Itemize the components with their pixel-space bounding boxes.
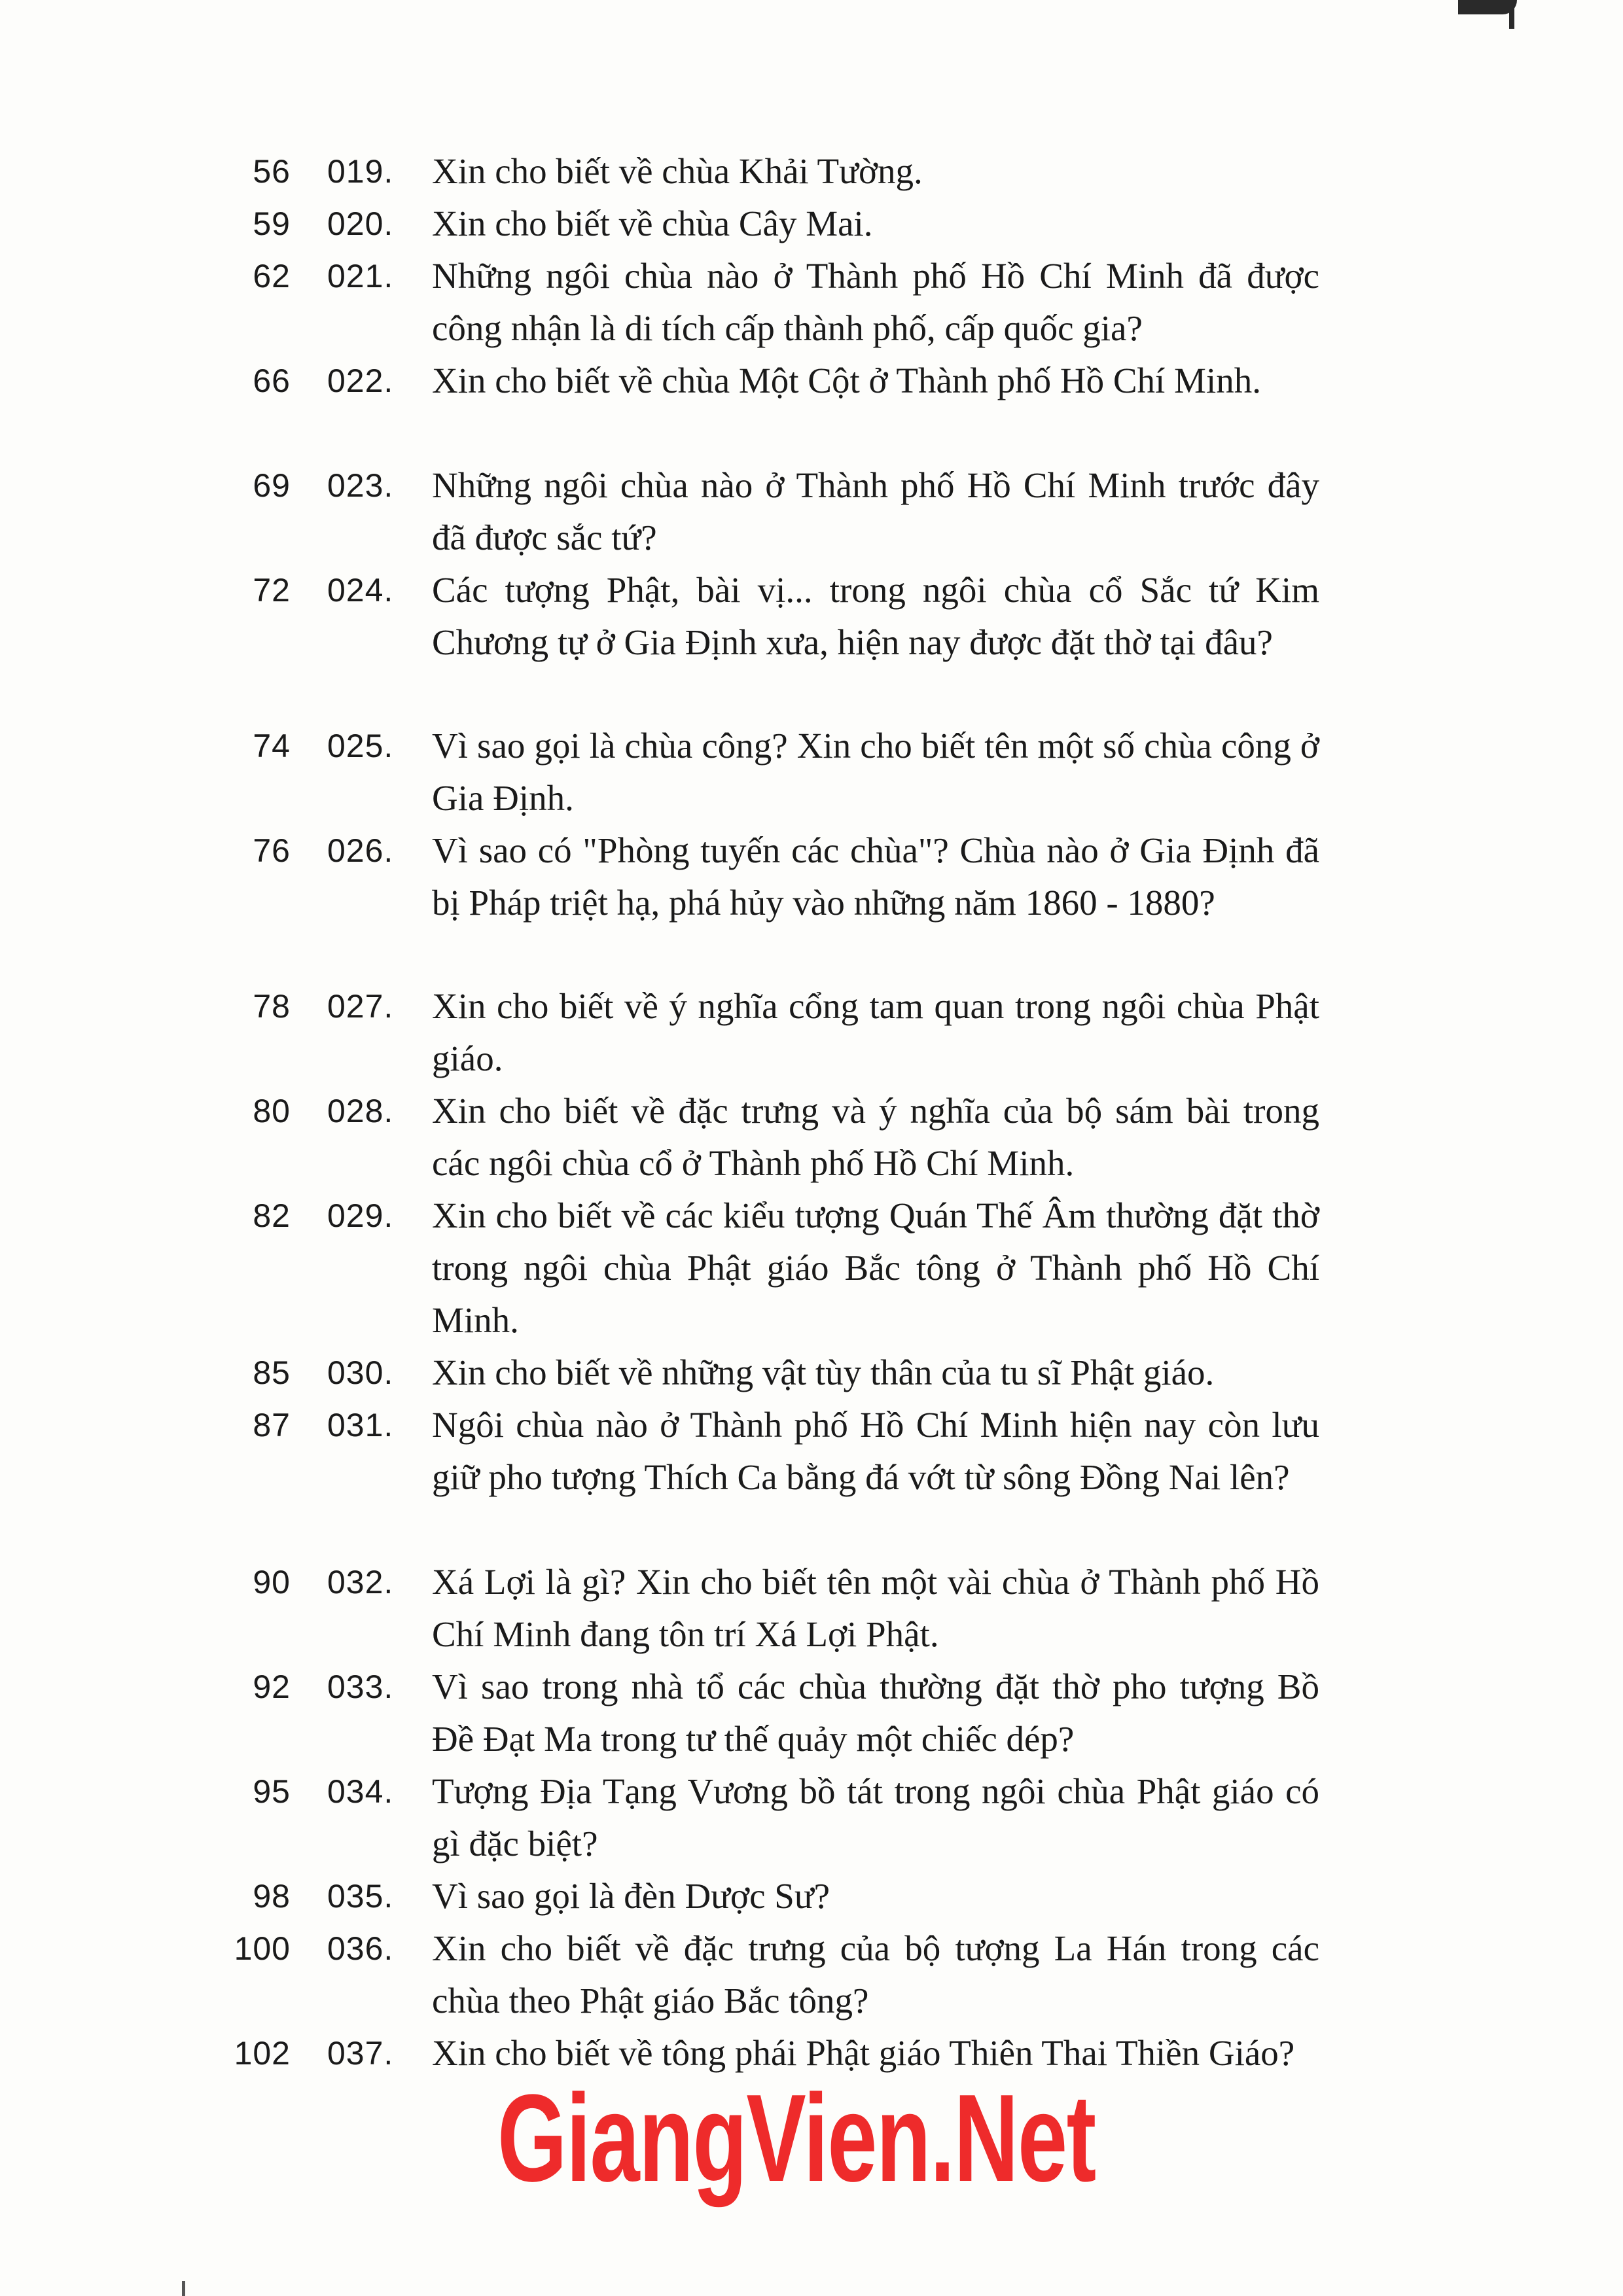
page-number: 95 [253,1773,291,1810]
page-number: 102 [234,2035,291,2072]
question-text: Những ngôi chùa nào ở Thành phố Hồ Chí Minh đã được công nhận là di tích cấp thành phố, cấp quốc gia? [432,256,1319,348]
page-number: 87 [253,1407,291,1443]
page-foot-mark [182,2281,185,2296]
question-number: 034. [327,1773,394,1810]
question-number: 036. [327,1930,394,1967]
question-text: Vì sao gọi là đèn Dược Sư? [432,1876,830,1916]
question-number: 035. [327,1878,394,1915]
question-text: Ngôi chùa nào ở Thành phố Hồ Chí Minh hiện nay còn lưu giữ pho tượng Thích Ca bằng đá vớt từ sông Đồng Nai lên? [432,1405,1319,1497]
page-number: 98 [253,1878,291,1915]
question-text: Xá Lợi là gì? Xin cho biết tên một vài chùa ở Thành phố Hồ Chí Minh đang tôn trí Xá Lợi Phật. [432,1562,1319,1654]
page-number: 62 [253,258,291,294]
page-number: 78 [253,988,291,1025]
page-number: 90 [253,1564,291,1600]
question-number: 032. [327,1564,394,1600]
question-number: 021. [327,258,394,294]
question-text: Các tượng Phật, bài vị... trong ngôi chùa cổ Sắc tứ Kim Chương tự ở Gia Định xưa, hiện nay được đặt thờ tại đâu? [432,570,1319,662]
question-number: 031. [327,1407,394,1443]
question-text: Xin cho biết về ý nghĩa cổng tam quan trong ngôi chùa Phật giáo. [432,986,1319,1078]
page-number: 66 [253,362,291,399]
page-number: 59 [253,205,291,242]
page-number: 56 [253,153,291,190]
question-text: Xin cho biết về đặc trưng và ý nghĩa của bộ sám bài trong các ngôi chùa cổ ở Thành phố Hồ Chí Minh. [432,1091,1319,1183]
question-text: Vì sao có "Phòng tuyến các chùa"? Chùa nào ở Gia Định đã bị Pháp triệt hạ, phá hủy vào những năm 1860 - 1880? [432,830,1319,923]
page-number: 72 [253,572,291,609]
page-number: 80 [253,1093,291,1129]
page-number: 100 [234,1930,291,1967]
question-text: Xin cho biết về chùa Một Cột ở Thành phố Hồ Chí Minh. [432,361,1261,400]
question-text: Tượng Địa Tạng Vương bồ tát trong ngôi chùa Phật giáo có gì đặc biệt? [432,1771,1319,1863]
page-number: 76 [253,832,291,869]
question-number: 028. [327,1093,394,1129]
question-text: Xin cho biết về những vật tùy thân của tu sĩ Phật giáo. [432,1352,1215,1392]
question-text: Xin cho biết về các kiểu tượng Quán Thế Âm thường đặt thờ trong ngôi chùa Phật giáo Bắc tông ở Thành phố Hồ Chí Minh. [432,1195,1319,1340]
question-number: 037. [327,2035,394,2072]
question-text: Những ngôi chùa nào ở Thành phố Hồ Chí Minh trước đây đã được sắc tứ? [432,465,1319,557]
question-number: 019. [327,153,394,190]
question-number: 025. [327,728,394,764]
question-text: Xin cho biết về đặc trưng của bộ tượng La Hán trong các chùa theo Phật giáo Bắc tông? [432,1928,1319,2021]
question-number: 029. [327,1197,394,1234]
question-text: Xin cho biết về chùa Khải Tường. [432,151,923,191]
question-number: 030. [327,1354,394,1391]
question-number: 022. [327,362,394,399]
question-number: 023. [327,467,394,504]
question-text: Xin cho biết về tông phái Phật giáo Thiên Thai Thiền Giáo? [432,2033,1295,2073]
question-number: 024. [327,572,394,609]
page-number: 92 [253,1669,291,1705]
question-text: Vì sao gọi là chùa công? Xin cho biết tên một số chùa công ở Gia Định. [432,726,1319,818]
question-number: 026. [327,832,394,869]
page-corner-mark [1458,0,1517,14]
question-text: Xin cho biết về chùa Cây Mai. [432,203,873,243]
page-number: 85 [253,1354,291,1391]
watermark: GiangVien.Net [497,2069,1096,2208]
page-number: 69 [253,467,291,504]
page-number: 74 [253,728,291,764]
page-number: 82 [253,1197,291,1234]
question-number: 020. [327,205,394,242]
question-number: 027. [327,988,394,1025]
question-text: Vì sao trong nhà tổ các chùa thường đặt thờ pho tượng Bồ Đề Đạt Ma trong tư thế quảy một chiếc dép? [432,1667,1319,1759]
question-number: 033. [327,1669,394,1705]
